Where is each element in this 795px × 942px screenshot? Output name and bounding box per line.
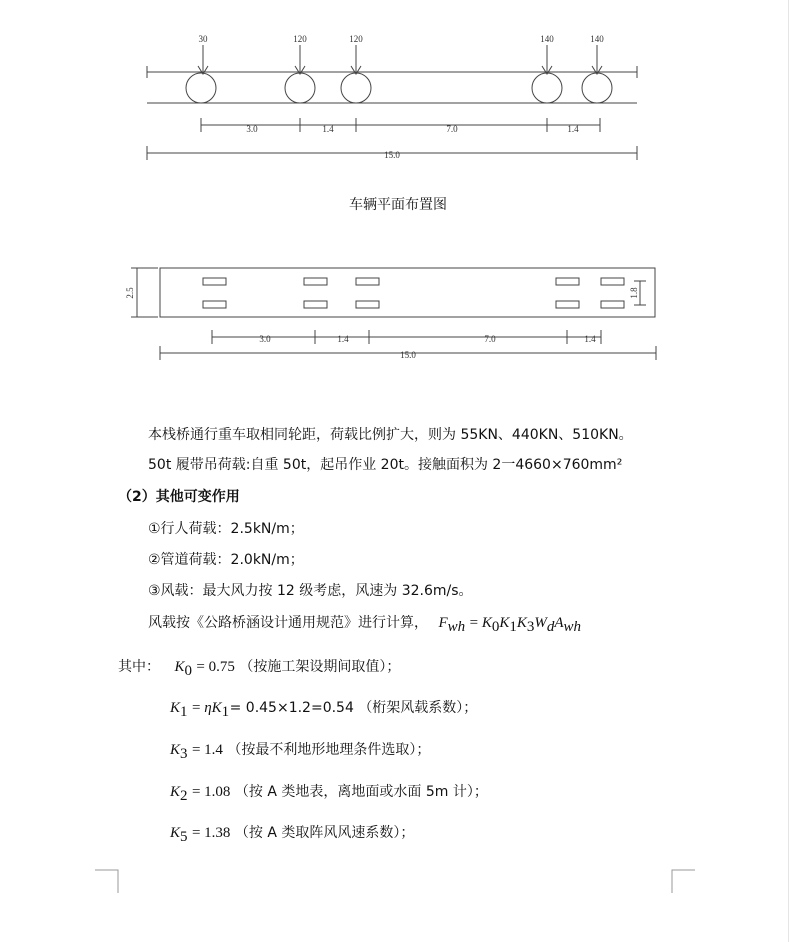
page-edge <box>788 0 789 942</box>
k3-value: = 1.4 <box>191 742 223 758</box>
spacing-label: 7.0 <box>446 124 458 134</box>
k2-note: （按 A 类地表，离地面或水面 5m 计）； <box>234 784 488 800</box>
wheel <box>532 73 562 103</box>
spacing-label: 7.0 <box>484 334 496 344</box>
spacing-label: 1.4 <box>584 334 596 344</box>
k5-note: （按 A 类取阵风风速系数）； <box>234 825 415 841</box>
spacing-label: 1.4 <box>337 334 349 344</box>
wheel <box>341 73 371 103</box>
total-length-label: 15.0 <box>384 150 400 160</box>
wheel <box>582 73 612 103</box>
k5-line: $K_5 = 1.38$ （按 A 类取阵风风速系数）； <box>170 825 415 845</box>
spacing-label: 1.4 <box>567 124 579 134</box>
load-label: 120 <box>293 34 307 44</box>
wind-formula: $F_{wh} = K_0K_1K_3W_dA_{wh}$ <box>438 615 582 635</box>
load-label: 140 <box>540 34 554 44</box>
list-item: ③风载：最大风力按 12 级考虑，风速为 32.6m/s。 <box>148 583 473 599</box>
k2-line: $K_2 = 1.08$ （按 A 类地表，离地面或水面 5m 计）； <box>170 784 488 804</box>
spacing-label: 3.0 <box>246 124 258 134</box>
total-length-label: 15.0 <box>400 350 416 360</box>
vehicle-plan-figure <box>0 255 795 365</box>
page-margin-marks <box>0 860 795 900</box>
wheel <box>186 73 216 103</box>
k5-value: = 1.38 <box>191 825 231 841</box>
k2-value: = 1.08 <box>191 784 231 800</box>
paragraph-load-scale: 本栈桥通行重车取相同轮距，荷载比例扩大，则为 55KN、440KN、510KN。 <box>148 427 633 443</box>
width-label: 2.5 <box>125 287 135 299</box>
paragraph-crane-load: 50t 履带吊荷载:自重 50t，起吊作业 20t。接触面积为 2一4660×760mm² <box>148 457 623 473</box>
load-label: 30 <box>198 34 208 44</box>
list-item: ①行人荷载：2.5kN/m； <box>148 521 304 537</box>
section-heading: （2）其他可变作用 <box>118 489 240 505</box>
where-label: 其中： <box>118 659 160 675</box>
k0-value: = 0.75 <box>196 659 235 675</box>
paragraph-wind-formula <box>148 612 581 636</box>
gauge-label: 1.8 <box>629 287 639 299</box>
k1-value: = 0.45×1.2=0.54 <box>229 700 354 716</box>
k0-line: 其中： $K_0 = 0.75$ （按施工架设期间取值）； <box>118 659 401 679</box>
k3-line: $K_3 = 1.4$ （按最不利地形地理条件选取）； <box>170 742 431 762</box>
k1-line: $K_1 = \eta K_1 = 0.45\times 1.2=0.54$ （桁架风载系数）； <box>170 700 478 720</box>
wind-formula-text: 风载按《公路桥涵设计通用规范》进行计算， <box>148 615 428 631</box>
load-label: 140 <box>590 34 604 44</box>
spacing-label: 3.0 <box>259 334 271 344</box>
spacing-label: 1.4 <box>322 124 334 134</box>
list-item: ②管道荷载：2.0kN/m； <box>148 552 304 568</box>
wheel <box>285 73 315 103</box>
vehicle-elevation-figure <box>0 0 795 170</box>
figure-caption: 车辆平面布置图 <box>349 197 447 213</box>
k3-note: （按最不利地形地理条件选取）； <box>227 742 431 758</box>
k1-note: （桁架风载系数）； <box>358 700 478 716</box>
load-label: 120 <box>349 34 363 44</box>
k0-note: （按施工架设期间取值）； <box>239 659 401 675</box>
